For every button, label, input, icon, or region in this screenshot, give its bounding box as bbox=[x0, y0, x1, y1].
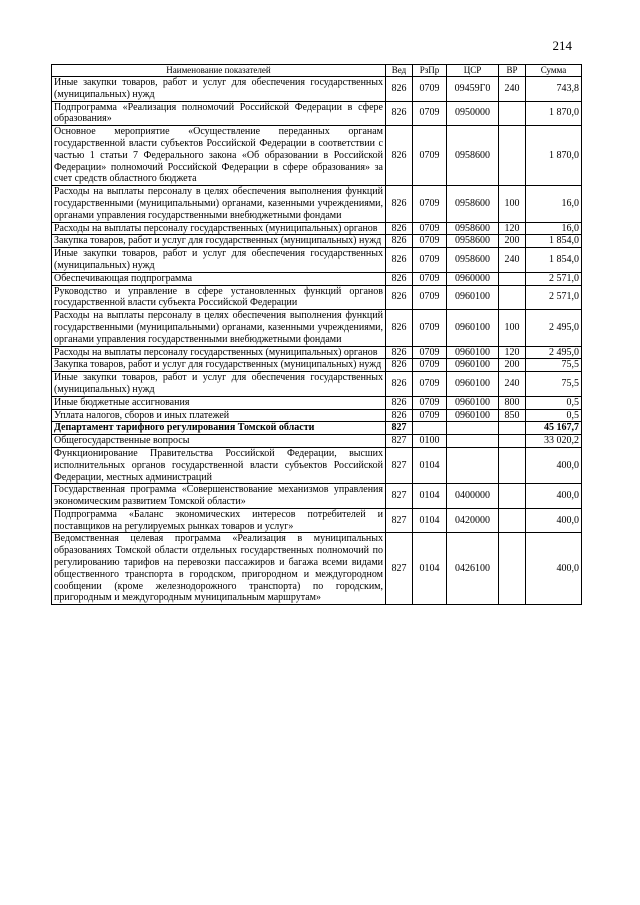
cell-vr: 800 bbox=[499, 396, 526, 409]
cell-rzpr: 0709 bbox=[413, 409, 447, 422]
cell-ved: 826 bbox=[386, 359, 413, 372]
cell-vr bbox=[499, 285, 526, 310]
cell-csr bbox=[447, 435, 499, 448]
cell-vr: 200 bbox=[499, 359, 526, 372]
cell-rzpr: 0709 bbox=[413, 77, 447, 102]
cell-rzpr: 0709 bbox=[413, 396, 447, 409]
cell-csr: 0960100 bbox=[447, 372, 499, 397]
cell-ved: 826 bbox=[386, 372, 413, 397]
cell-rzpr: 0709 bbox=[413, 126, 447, 186]
table-row bbox=[52, 101, 582, 126]
cell-ved: 826 bbox=[386, 222, 413, 235]
cell-csr: 0960100 bbox=[447, 359, 499, 372]
cell-csr: 0958600 bbox=[447, 235, 499, 248]
cell-csr: 0960100 bbox=[447, 310, 499, 346]
cell-sum: 75,5 bbox=[526, 372, 582, 397]
table-row bbox=[52, 447, 582, 483]
cell-sum: 400,0 bbox=[526, 447, 582, 483]
cell-vr bbox=[499, 435, 526, 448]
cell-csr bbox=[447, 447, 499, 483]
cell-ved: 826 bbox=[386, 77, 413, 102]
cell-csr: 0958600 bbox=[447, 222, 499, 235]
cell-csr: 0960100 bbox=[447, 346, 499, 359]
cell-rzpr: 0709 bbox=[413, 346, 447, 359]
cell-name: Иные закупки товаров, работ и услуг для обеспечения государственных (муниципальных) нужд bbox=[52, 77, 386, 102]
header-vr: ВР bbox=[499, 65, 526, 77]
cell-name: Департамент тарифного регулирования Томской области bbox=[52, 422, 386, 435]
cell-rzpr: 0709 bbox=[413, 310, 447, 346]
cell-name: Государственная программа «Совершенствование механизмов управления экономическим развитием Томской области» bbox=[52, 484, 386, 509]
cell-vr: 100 bbox=[499, 310, 526, 346]
cell-ved: 826 bbox=[386, 396, 413, 409]
cell-rzpr: 0104 bbox=[413, 447, 447, 483]
cell-ved: 826 bbox=[386, 235, 413, 248]
cell-rzpr: 0104 bbox=[413, 508, 447, 533]
cell-vr: 120 bbox=[499, 346, 526, 359]
table-row bbox=[52, 422, 582, 435]
cell-rzpr: 0709 bbox=[413, 285, 447, 310]
cell-rzpr: 0709 bbox=[413, 272, 447, 285]
cell-sum: 45 167,7 bbox=[526, 422, 582, 435]
cell-rzpr: 0709 bbox=[413, 235, 447, 248]
cell-vr bbox=[499, 484, 526, 509]
table-row bbox=[52, 359, 582, 372]
cell-name: Общегосударственные вопросы bbox=[52, 435, 386, 448]
table-row bbox=[52, 346, 582, 359]
cell-name: Иные закупки товаров, работ и услуг для обеспечения государственных (муниципальных) нужд bbox=[52, 372, 386, 397]
cell-sum: 33 020,2 bbox=[526, 435, 582, 448]
table-row bbox=[52, 186, 582, 222]
cell-name: Иные бюджетные ассигнования bbox=[52, 396, 386, 409]
table-header-row bbox=[52, 65, 582, 77]
cell-ved: 826 bbox=[386, 101, 413, 126]
cell-csr: 0958600 bbox=[447, 186, 499, 222]
cell-ved: 827 bbox=[386, 435, 413, 448]
cell-sum: 1 870,0 bbox=[526, 126, 582, 186]
cell-sum: 1 870,0 bbox=[526, 101, 582, 126]
cell-rzpr: 0709 bbox=[413, 248, 447, 273]
table-row bbox=[52, 310, 582, 346]
cell-name: Закупка товаров, работ и услуг для государственных (муниципальных) нужд bbox=[52, 235, 386, 248]
cell-name: Уплата налогов, сборов и иных платежей bbox=[52, 409, 386, 422]
cell-rzpr: 0709 bbox=[413, 359, 447, 372]
cell-ved: 826 bbox=[386, 285, 413, 310]
table-row bbox=[52, 508, 582, 533]
cell-rzpr: 0709 bbox=[413, 372, 447, 397]
cell-name: Основное мероприятие «Осуществление переданных органам государственной власти субъектов Российской Федерации в соответствии с частью 1 статьи 7 Федерального закона «Об образовании в Российской Федерации» полномочий Российской Федерации в сфере образования» за счет средств областного бюджета bbox=[52, 126, 386, 186]
cell-vr bbox=[499, 101, 526, 126]
table-row bbox=[52, 285, 582, 310]
cell-sum: 1 854,0 bbox=[526, 248, 582, 273]
cell-csr: 0950000 bbox=[447, 101, 499, 126]
page-number: 214 bbox=[552, 38, 572, 53]
cell-vr bbox=[499, 508, 526, 533]
table-row bbox=[52, 484, 582, 509]
cell-csr bbox=[447, 422, 499, 435]
cell-vr bbox=[499, 447, 526, 483]
cell-csr: 0960100 bbox=[447, 396, 499, 409]
cell-csr: 0960000 bbox=[447, 272, 499, 285]
cell-vr bbox=[499, 272, 526, 285]
table-row bbox=[52, 272, 582, 285]
cell-name: Руководство и управление в сфере установленных функций органов государственной власти субъекта Российской Федерации bbox=[52, 285, 386, 310]
cell-vr bbox=[499, 533, 526, 605]
table-row bbox=[52, 77, 582, 102]
table-row bbox=[52, 409, 582, 422]
cell-sum: 400,0 bbox=[526, 484, 582, 509]
cell-ved: 827 bbox=[386, 508, 413, 533]
cell-sum: 2 495,0 bbox=[526, 310, 582, 346]
header-name: Наименование показателей bbox=[52, 65, 386, 77]
cell-vr: 240 bbox=[499, 248, 526, 273]
cell-name: Ведомственная целевая программа «Реализация в муниципальных образованиях Томской области отдельных государственных полномочий по регулированию тарифов на перевозки пассажиров и багажа всеми видами общественного транспорта в городском, пригородном и междугородном сообщении (кроме железнодорожного транспорта) по городским, пригородным и междугородным муниципальным маршрутам» bbox=[52, 533, 386, 605]
cell-rzpr: 0709 bbox=[413, 101, 447, 126]
cell-rzpr bbox=[413, 422, 447, 435]
cell-name: Закупка товаров, работ и услуг для государственных (муниципальных) нужд bbox=[52, 359, 386, 372]
cell-name: Обеспечивающая подпрограмма bbox=[52, 272, 386, 285]
cell-sum: 400,0 bbox=[526, 533, 582, 605]
cell-ved: 826 bbox=[386, 310, 413, 346]
cell-rzpr: 0100 bbox=[413, 435, 447, 448]
cell-ved: 826 bbox=[386, 248, 413, 273]
cell-sum: 2 571,0 bbox=[526, 285, 582, 310]
cell-ved: 827 bbox=[386, 533, 413, 605]
table-row bbox=[52, 235, 582, 248]
table-row bbox=[52, 222, 582, 235]
cell-csr: 0960100 bbox=[447, 409, 499, 422]
cell-vr: 200 bbox=[499, 235, 526, 248]
cell-ved: 827 bbox=[386, 422, 413, 435]
cell-vr: 240 bbox=[499, 77, 526, 102]
cell-ved: 826 bbox=[386, 126, 413, 186]
header-sum: Сумма bbox=[526, 65, 582, 77]
header-rzpr: РзПр bbox=[413, 65, 447, 77]
cell-vr bbox=[499, 422, 526, 435]
cell-sum: 16,0 bbox=[526, 222, 582, 235]
cell-vr: 850 bbox=[499, 409, 526, 422]
cell-csr: 0958600 bbox=[447, 248, 499, 273]
cell-vr: 120 bbox=[499, 222, 526, 235]
cell-name: Иные закупки товаров, работ и услуг для обеспечения государственных (муниципальных) нужд bbox=[52, 248, 386, 273]
cell-name: Расходы на выплаты персоналу государственных (муниципальных) органов bbox=[52, 346, 386, 359]
cell-sum: 743,8 bbox=[526, 77, 582, 102]
cell-rzpr: 0104 bbox=[413, 484, 447, 509]
header-ved: Вед bbox=[386, 65, 413, 77]
cell-name: Расходы на выплаты персоналу государственных (муниципальных) органов bbox=[52, 222, 386, 235]
table-row bbox=[52, 372, 582, 397]
cell-name: Подпрограмма «Баланс экономических интересов потребителей и поставщиков на регулируемых рынках товаров и услуг» bbox=[52, 508, 386, 533]
cell-vr: 100 bbox=[499, 186, 526, 222]
cell-name: Расходы на выплаты персоналу в целях обеспечения выполнения функций государственными (муниципальными) органами, казенными учреждениями, органами управления государственными внебюджетными фондами bbox=[52, 186, 386, 222]
table-row bbox=[52, 435, 582, 448]
table-row bbox=[52, 533, 582, 605]
cell-rzpr: 0709 bbox=[413, 222, 447, 235]
cell-sum: 2 495,0 bbox=[526, 346, 582, 359]
cell-rzpr: 0104 bbox=[413, 533, 447, 605]
table-row bbox=[52, 248, 582, 273]
cell-csr: 0426100 bbox=[447, 533, 499, 605]
cell-vr bbox=[499, 126, 526, 186]
cell-sum: 1 854,0 bbox=[526, 235, 582, 248]
cell-sum: 0,5 bbox=[526, 409, 582, 422]
cell-ved: 826 bbox=[386, 186, 413, 222]
cell-sum: 2 571,0 bbox=[526, 272, 582, 285]
cell-name: Функционирование Правительства Российской Федерации, высших исполнительных органов государственной власти субъектов Российской Федерации, местных администраций bbox=[52, 447, 386, 483]
cell-sum: 400,0 bbox=[526, 508, 582, 533]
table-row bbox=[52, 396, 582, 409]
cell-csr: 0958600 bbox=[447, 126, 499, 186]
cell-sum: 75,5 bbox=[526, 359, 582, 372]
cell-vr: 240 bbox=[499, 372, 526, 397]
table-row bbox=[52, 126, 582, 186]
cell-ved: 827 bbox=[386, 484, 413, 509]
cell-name: Расходы на выплаты персоналу в целях обеспечения выполнения функций государственными (муниципальными) органами, казенными учреждениями, органами управления государственными внебюджетными фондами bbox=[52, 310, 386, 346]
cell-csr: 0400000 bbox=[447, 484, 499, 509]
cell-csr: 0960100 bbox=[447, 285, 499, 310]
cell-csr: 0420000 bbox=[447, 508, 499, 533]
cell-ved: 827 bbox=[386, 447, 413, 483]
budget-table bbox=[51, 64, 582, 605]
cell-sum: 16,0 bbox=[526, 186, 582, 222]
cell-sum: 0,5 bbox=[526, 396, 582, 409]
cell-csr: 09459Г0 bbox=[447, 77, 499, 102]
cell-ved: 826 bbox=[386, 346, 413, 359]
header-csr: ЦСР bbox=[447, 65, 499, 77]
cell-name: Подпрограмма «Реализация полномочий Российской Федерации в сфере образования» bbox=[52, 101, 386, 126]
cell-rzpr: 0709 bbox=[413, 186, 447, 222]
cell-ved: 826 bbox=[386, 409, 413, 422]
cell-ved: 826 bbox=[386, 272, 413, 285]
